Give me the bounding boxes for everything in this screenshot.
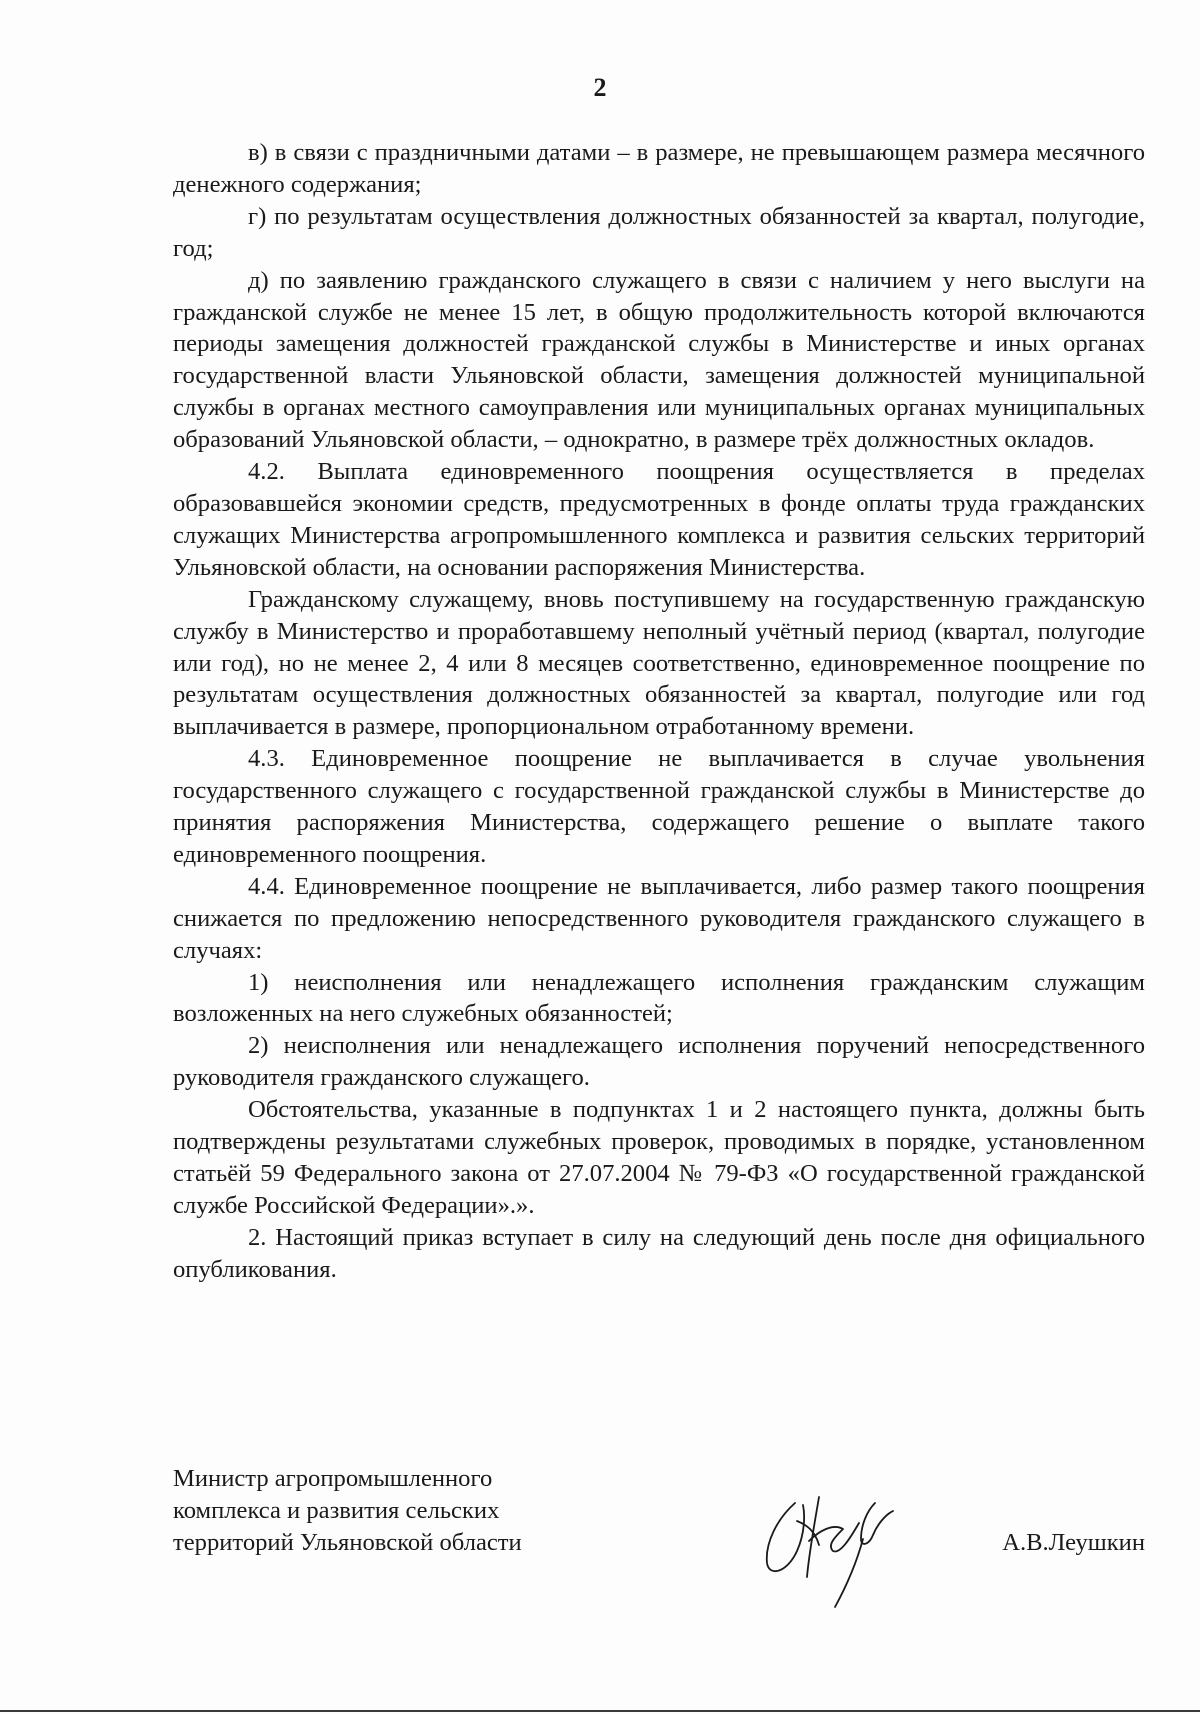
- paragraph-4-2: 4.2. Выплата единовременного поощрения осуществляется в пределах образовавшейся экономии средств, предусмотренных в фонде оплаты труда гражданских служащих Министерства агропромышленного комплекса и развития сельских территорий Ульяновской области, на основании распоряжения Министерства.: [173, 458, 1145, 581]
- handwritten-signature-icon: [743, 1481, 913, 1611]
- paragraph-v: в) в связи с праздничными датами – в размере, не превышающем размера месячного денежного содержания;: [173, 139, 1145, 198]
- paragraph-4-4: 4.4. Единовременное поощрение не выплачивается, либо размер такого поощрения снижается по предложению непосредственного руководителя гражданского служащего в случаях:: [173, 872, 1145, 964]
- document-body: [173, 137, 1145, 1286]
- signer-title: [173, 1463, 593, 1559]
- paragraph-subitem-2: 2) неисполнения или ненадлежащего исполнения поручений непосредственного руководителя гражданского служащего.: [173, 1032, 1145, 1092]
- paragraph-circumstances: Обстоятельства, указанные в подпунктах 1 и 2 настоящего пункта, должны быть подтверждены результатами служебных проверок, проводимых в порядке, установленном статьёй 59 Федерального закона от 27.07.2004 № 79-ФЗ «О государственной гражданской службе Российской Федерации».».: [173, 1096, 1145, 1219]
- signer-title-line: комплекса и развития сельских: [173, 1497, 500, 1524]
- signer-name: А.В.Леушкин: [1002, 1529, 1145, 1556]
- signer-title-line: Министр агропромышленного: [173, 1465, 493, 1492]
- paragraph-subitem-1: 1) неисполнения или ненадлежащего исполнения гражданским служащим возложенных на него служебных обязанностей;: [173, 968, 1145, 1028]
- signature-block: [173, 1463, 1145, 1603]
- paragraph-4-3: 4.3. Единовременное поощрение не выплачивается в случае увольнения государственного служащего с государственной гражданской службы в Министерстве до принятия распоряжения Министерства, содержащего решение о выплате такого единовременного поощрения.: [173, 745, 1145, 868]
- paragraph-g: г) по результатам осуществления должностных обязанностей за квартал, полугодие, год;: [173, 202, 1145, 262]
- paragraph-d: д) по заявлению гражданского служащего в связи с наличием у него выслуги на гражданской службе не менее 15 лет, в общую продолжительность которой включаются периоды замещения должностей гражданской службы в Министерстве и иных органах государственной власти Ульяновской области, замещения должностей муниципальной службы в органах местного самоуправления или муниципальных органах муниципальных образований Ульяновской области, – однократно, в размере трёх должностных окладов.: [173, 266, 1145, 454]
- page-number: 2: [593, 73, 607, 102]
- paragraph-effective-date: 2. Настоящий приказ вступает в силу на следующий день после дня официального опубликования.: [173, 1223, 1145, 1283]
- paragraph-new-employee: Гражданскому служащему, вновь поступившему на государственную гражданскую службу в Министерство и проработавшему неполный учётный период (квартал, полугодие или год), но не менее 2, 4 или 8 месяцев соответственно, единовременное поощрение по результатам осуществления должностных обязанностей за квартал, полугодие или год выплачивается в размере, пропорциональном отработанному времени.: [173, 585, 1145, 741]
- scan-edge-line: [0, 1710, 1200, 1712]
- signer-title-line: территорий Ульяновской области: [173, 1529, 522, 1556]
